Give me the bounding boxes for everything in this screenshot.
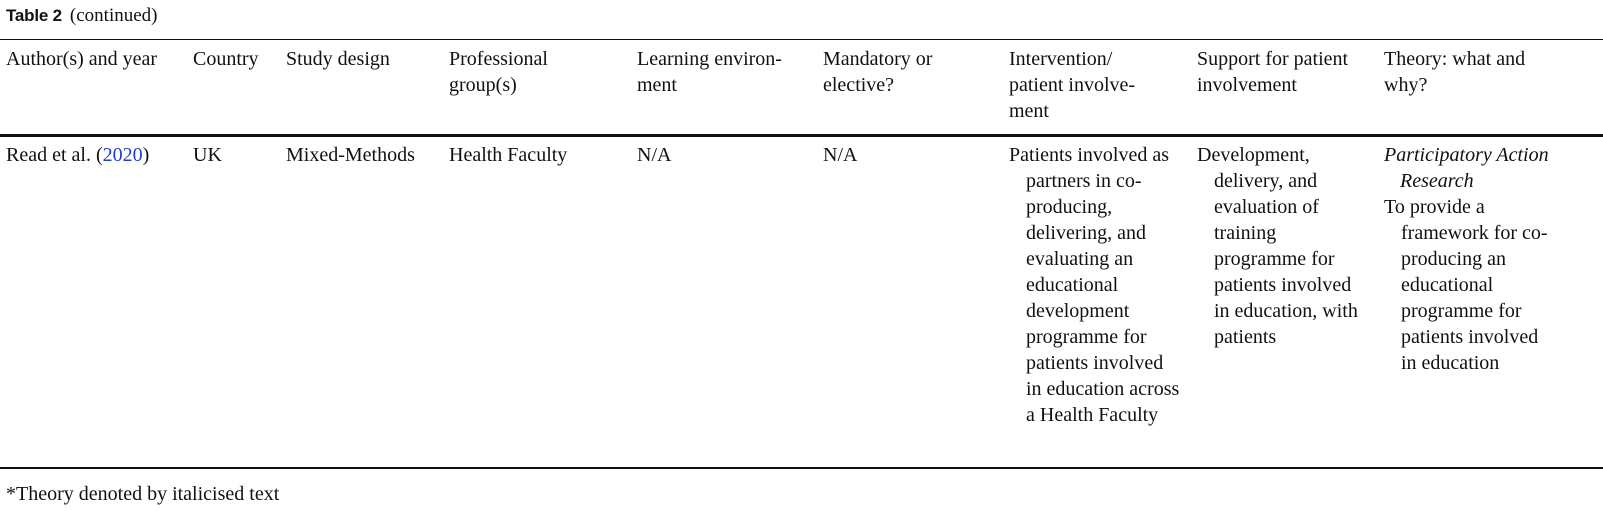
header-line: ment <box>1009 100 1049 122</box>
header-line: Professional <box>449 48 548 70</box>
cell-study-design: Mixed-Methods <box>286 144 415 166</box>
cell-author <box>6 142 191 168</box>
top-rule <box>0 39 1603 40</box>
header-support <box>1197 46 1382 98</box>
bottom-rule <box>0 467 1603 469</box>
table-label: Table 2 <box>6 6 62 25</box>
theory-name: Participatory Action Research <box>1384 144 1549 192</box>
header-line: involvement <box>1197 74 1297 96</box>
header-line: Support for patient <box>1197 48 1349 70</box>
header-line: ment <box>637 74 677 96</box>
citation-year-link[interactable]: 2020 <box>102 144 143 166</box>
author-close: ) <box>142 144 150 166</box>
cell-country: UK <box>193 144 222 166</box>
intervention-text: Patients involved as partners in co-producing, delivering, and evaluating an educational development programme for patients involved in education across a Health Faculty <box>1009 144 1180 426</box>
header-country: Country <box>193 48 259 70</box>
header-line: group(s) <box>449 74 517 96</box>
cell-mandatory: N/A <box>823 144 858 166</box>
table-footnote: *Theory denoted by italicised text <box>6 483 280 505</box>
header-mandatory <box>823 46 1003 98</box>
cell-theory <box>1384 142 1556 376</box>
header-line: Mandatory or <box>823 48 933 70</box>
header-learning-environment <box>637 46 822 98</box>
header-study-design: Study design <box>286 48 390 70</box>
cell-intervention <box>1009 142 1181 428</box>
header-line: Learning environ- <box>637 48 782 70</box>
table-continued: (continued) <box>69 5 158 26</box>
header-line: elective? <box>823 74 895 96</box>
header-rule <box>0 134 1603 137</box>
header-intervention <box>1009 46 1194 124</box>
cell-professional-groups: Health Faculty <box>449 144 568 166</box>
header-line: patient involve- <box>1009 74 1136 96</box>
header-line: Theory: what and <box>1384 48 1526 70</box>
header-line: why? <box>1384 74 1428 96</box>
header-author: Author(s) and year <box>6 48 158 70</box>
header-line: Intervention/ <box>1009 48 1113 70</box>
cell-learning-environment: N/A <box>637 144 672 166</box>
theory-why: To provide a framework for co-producing an educational programme for patients involved in education <box>1384 196 1548 374</box>
table-caption <box>6 4 158 28</box>
author-text: Read et al. ( <box>6 144 103 166</box>
cell-support <box>1197 142 1367 350</box>
support-text: Development, delivery, and evaluation of training programme for patients involved in education, with patients <box>1197 144 1358 348</box>
header-professional-groups <box>449 46 634 98</box>
header-theory <box>1384 46 1599 98</box>
